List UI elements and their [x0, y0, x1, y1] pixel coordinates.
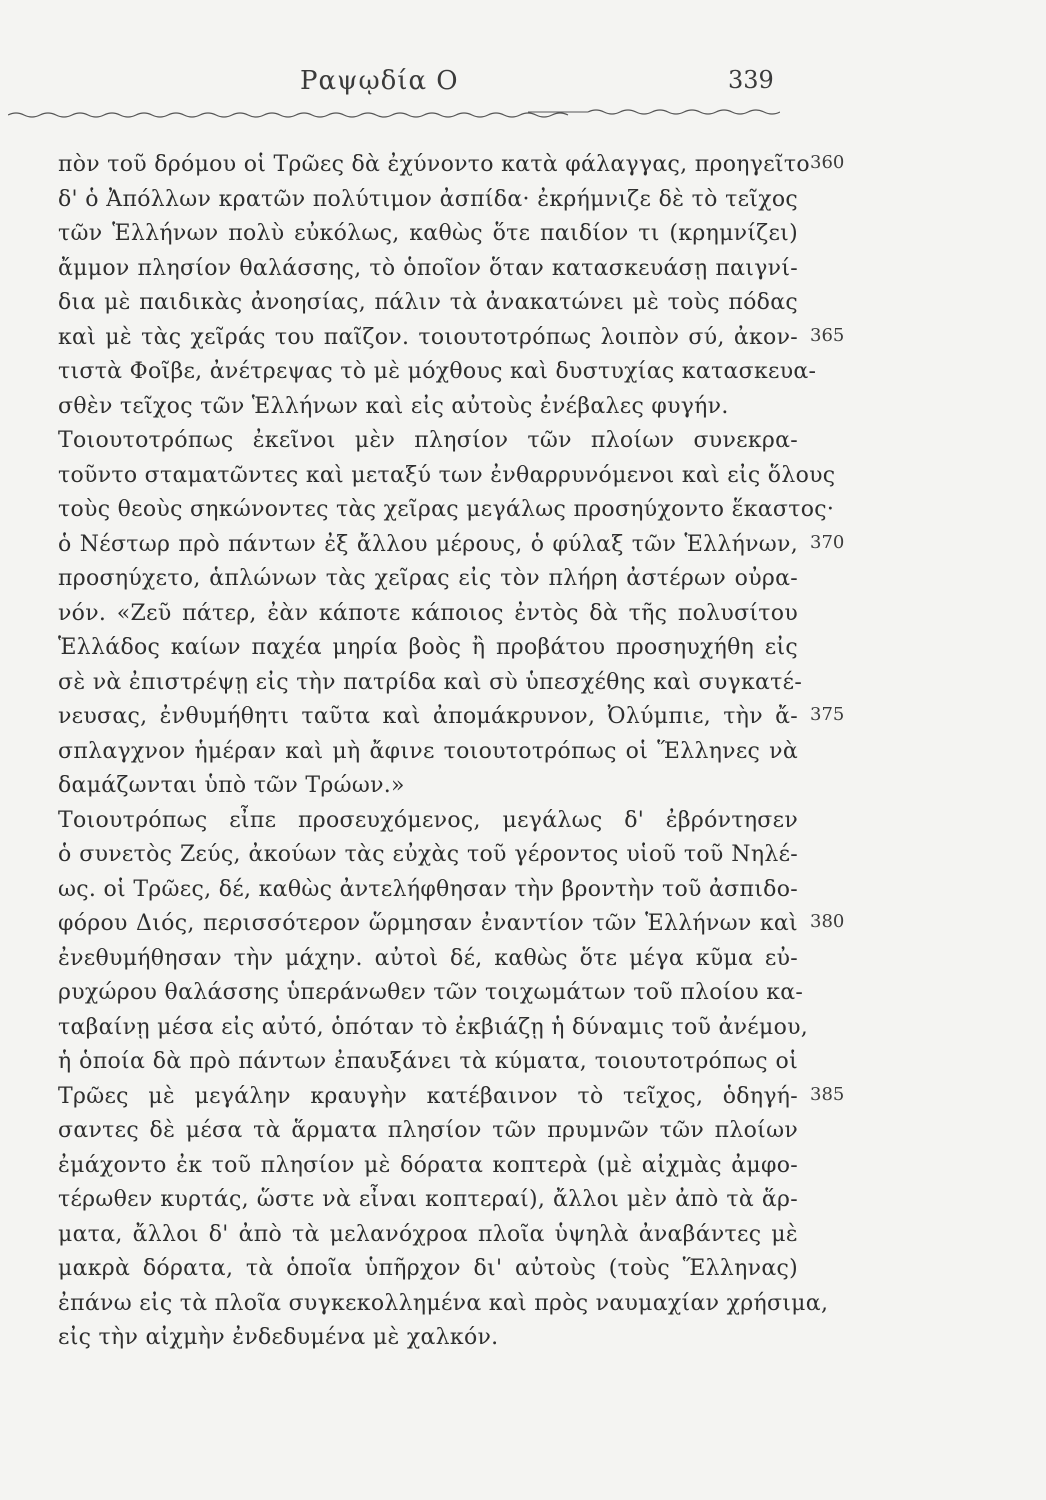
running-title: Ραψῳδία Ο — [300, 66, 459, 96]
text-line: ἄμμον πλησίον θαλάσσης, τὸ ὁποῖον ὅταν κατασκευάσῃ παιγνί- — [58, 255, 798, 281]
text-line: ὁ συνετὸς Ζεύς, ἀκούων τὰς εὐχὰς τοῦ γέροντος υἱοῦ τοῦ Νηλέ- — [58, 842, 798, 867]
margin-line-number: 385 — [810, 1083, 845, 1105]
text-line: ματα, ἄλλοι δ' ἀπὸ τὰ μελανόχροα πλοῖα ὑψηλὰ ἀναβάντες μὲ — [58, 1221, 798, 1247]
text-line: νευσας, ἐνθυμήθητι ταῦτα καὶ ἀπομάκρυνον, Ὀλύμπιε, τὴν ἄ- — [58, 704, 798, 729]
text-line: ὁ Νέστωρ πρὸ πάντων ἐξ ἄλλου μέρους, ὁ φύλαξ τῶν Ἑλλήνων, — [58, 531, 798, 557]
text-line: ἡ ὁποία δὰ πρὸ πάντων ἐπαυξάνει τὰ κύματα, τοιουτοτρόπως οἱ — [58, 1049, 798, 1074]
margin-line-number: 370 — [810, 531, 845, 553]
text-line: ἐμάχοντο ἐκ τοῦ πλησίον μὲ δόρατα κοπτερὰ (μὲ αἰχμὰς ἀμφο- — [58, 1152, 798, 1178]
text-line: ἐνεθυμήθησαν τὴν μάχην. αὐτοὶ δέ, καθὼς ὅτε μέγα κῦμα εὐ- — [58, 945, 798, 971]
text-line: Τοιουτοτρόπως ἐκεῖνοι μὲν πλησίον τῶν πλοίων συνεκρα- — [58, 428, 798, 453]
margin-line-number: 380 — [810, 911, 845, 932]
text-line: Τρῶες μὲ μεγάλην κραυγὴν κατέβαινον τὸ τεῖχος, ὁδηγή- — [58, 1083, 798, 1109]
running-head — [0, 66, 1046, 106]
margin-line-number: 375 — [810, 704, 845, 725]
text-line: Ἑλλάδος καίων παχέα μηρία βοὸς ἢ προβάτου προσηυχήθη εἰς — [58, 635, 798, 660]
header-rule — [8, 106, 780, 120]
text-line: ἐπάνω εἰς τὰ πλοῖα συγκεκολλημένα καὶ πρὸς ναυμαχίαν χρήσιμα, — [58, 1290, 829, 1316]
text-line: σπλαγχνον ἡμέραν καὶ μὴ ἄφινε τοιουτοτρόπως οἱ Ἕλληνες νὰ — [58, 738, 798, 764]
margin-line-number: 365 — [810, 324, 845, 346]
text-line: ταβαίνῃ μέσα εἰς αὐτό, ὁπόταν τὸ ἐκβιάζῃ ἡ δύναμις τοῦ ἀνέμου, — [58, 1014, 809, 1040]
text-line: τοῦντο σταματῶντες καὶ μεταξύ των ἐνθαρρυνόμενοι καὶ εἰς ὅλους — [58, 462, 836, 488]
text-line: σὲ νὰ ἐπιστρέψῃ εἰς τὴν πατρίδα καὶ σὺ ὑπεσχέθης καὶ συγκατέ- — [58, 669, 803, 695]
text-line: πὸν τοῦ δρόμου οἱ Τρῶες δὰ ἐχύνοντο κατὰ φάλαγγας, προηγεῖτο — [58, 152, 810, 177]
text-line: ως. οἱ Τρῶες, δέ, καθὼς ἀντελήφθησαν τὴν βροντὴν τοῦ ἀσπιδο- — [58, 876, 798, 902]
text-line: δ' ὁ Ἀπόλλων κρατῶν πολύτιμον ἀσπίδα· ἐκρήμνιζε δὲ τὸ τεῖχος — [58, 186, 798, 212]
text-line: νόν. «Ζεῦ πάτερ, ἐὰν κάποτε κάποιος ἐντὸς δὰ τῆς πολυσίτου — [58, 600, 798, 626]
text-line: δια μὲ παιδικὰς ἀνοησίας, πάλιν τὰ ἀνακατώνει μὲ τοὺς πόδας — [58, 290, 798, 315]
text-line: τοὺς θεοὺς σηκώνοντες τὰς χεῖρας μεγάλως προσηύχοντο ἕκαστος· — [58, 497, 835, 522]
text-line: εἰς τὴν αἰχμὴν ἐνδεδυμένα μὲ χαλκόν. — [58, 1325, 499, 1350]
text-line: δαμάζωνται ὑπὸ τῶν Τρώων.» — [58, 773, 405, 798]
text-line: καὶ μὲ τὰς χεῖράς του παῖζον. τοιουτοτρόπως λοιπὸν σύ, ἀκον- — [58, 324, 798, 350]
text-line: σθὲν τεῖχος τῶν Ἑλλήνων καὶ εἰς αὐτοὺς ἐνέβαλες φυγήν. — [58, 393, 729, 419]
text-line: φόρου Διός, περισσότερον ὥρμησαν ἐναντίον τῶν Ἑλλήνων καὶ — [58, 911, 798, 936]
text-line: μακρὰ δόρατα, τὰ ὁποῖα ὑπῆρχον δι' αὐτοὺς (τοὺς Ἕλληνας) — [58, 1256, 798, 1281]
text-line: τιστὰ Φοῖβε, ἀνέτρεψας τὸ μὲ μόχθους καὶ δυστυχίας κατασκευα- — [58, 359, 817, 384]
text-line: τέρωθεν κυρτάς, ὥστε νὰ εἶναι κοπτεραί), ἄλλοι μὲν ἀπὸ τὰ ἅρ- — [58, 1187, 798, 1212]
text-line: σαντες δὲ μέσα τὰ ἅρματα πλησίον τῶν πρυμνῶν τῶν πλοίων — [58, 1118, 798, 1143]
margin-line-number: 360 — [810, 152, 845, 173]
text-line: προσηύχετο, ἁπλώνων τὰς χεῖρας εἰς τὸν πλήρη ἀστέρων οὐρα- — [58, 566, 798, 591]
text-line: τῶν Ἑλλήνων πολὺ εὐκόλως, καθὼς ὅτε παιδίον τι (κρημνίζει) — [58, 221, 798, 246]
text-line: ρυχώρου θαλάσσης ὑπεράνωθεν τῶν τοιχωμάτων τοῦ πλοίου κα- — [58, 980, 804, 1005]
text-line: Τοιουτρόπως εἶπε προσευχόμενος, μεγάλως δ' ἐβρόντησεν — [58, 807, 798, 833]
page-number: 339 — [728, 66, 774, 94]
